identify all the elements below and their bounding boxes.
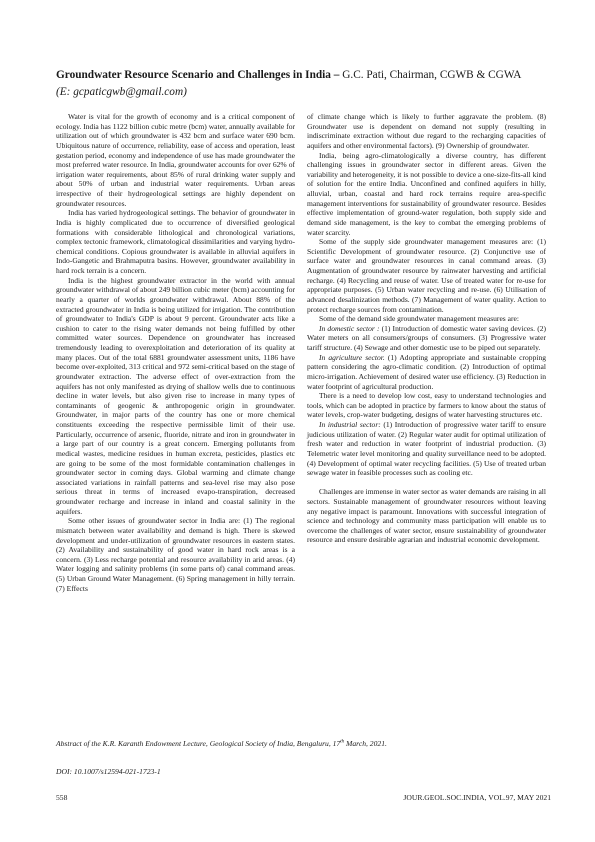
- doi: DOI: 10.1007/s12594-021-1723-1: [56, 767, 161, 776]
- abstract-date: March, 2021.: [344, 739, 387, 748]
- sector-lead: In agriculture sector.: [319, 352, 385, 362]
- paragraph: India is the highest groundwater extractor in the world with annual groundwater withdrawal of about 249 billion cubic meter (bcm) accounting for nearly a quarter of worlds groundwater withdrawal. About 88% of the extracted groundwater in India is being utilized for irrigation. The contribution of groundwater to India's GDP is about 9 percent. Groundwater acts like a cushion to cater to the rising water demands not being fulfilled by other committed water sources. Dependence on groundwater has increased tremendously leading to overexploitation and deterioration of its quality at many places. Out of the total 6881 groundwater assessment units, 1186 have become over-exploited, 313 critical and 972 semi-critical based on the stage of groundwater extraction. The adverse effect of over-extraction from the aquifers has not only manifested as drying of shallow wells due to continuous decline in water levels, but also given rise to increase in many types of contaminants of geogenic & anthropogenic origin in groundwater. Groundwater, in major parts of the country has one or more chemical constituents exceeding the respective permissible limit of their use. Particularly, occurrence of arsenic, fluoride, nitrate and iron in groundwater in a large part of our country is a great concern. Emerging pollutants from medical wastes, medicine residues in human excreta, pesticides, plastics etc are going to be some of the most formidable contamination challenges in groundwater sector in coming days. Global warming and climate change associated variations in rainfall patterns and sea-level rise may also pose serious threat in terms of increased evapo-transpiration, decreased groundwater recharge and increase in inland and coastal salinity in the aquifers.: [56, 275, 295, 516]
- abstract-superscript: th: [340, 739, 345, 745]
- abstract-note: [56, 739, 387, 748]
- left-column: [56, 112, 295, 593]
- paragraph-industrial: [307, 420, 546, 478]
- paragraph: There is a need to develop low cost, easy to understand technologies and tools, which can be adopted in practice by farmers to know about the status of water levels, crop-water budgeting, designs of water harvesting structures etc.: [307, 391, 546, 420]
- paragraph: Some other issues of groundwater sector in India are: (1) The regional mismatch between water availability and demand is high. There is skewed development and under-utilization of groundwater resources in eastern states. (2) Availability and sustainability of good water in hard rock areas is a concern. (3) Less recharge potential and resource availability in arid areas. (4) Water logging and salinity problems (in some parts of) canal command areas. (5) Urban Ground Water Management. (6) Spring management in hilly terrain. (7) Effects: [56, 516, 295, 593]
- paragraph: India, being agro-climatologically a diverse country, has different challenging issues in groundwater sector in different areas. Given the variability and heterogeneity, it is not possible to device a one-size-fits-all kind of solution for the entire India. Unconfined and confined aquifers in hilly, alluvial, urban, coastal and hard rock terrains require area-specific management interventions for sustainability of groundwater resource. Besides effective implementation of ground-water regulation, both supply side and demand side management, is the key to combat the emerging problems of water scarcity.: [307, 150, 546, 237]
- journal-reference: JOUR.GEOL.SOC.INDIA, VOL.97, MAY 2021: [403, 793, 551, 802]
- title-text: Groundwater Resource Scenario and Challenges in India –: [56, 69, 340, 81]
- paragraph: Some of the supply side groundwater management measures are: (1) Scientific Development of groundwater resource. (2) Conjunctive use of surface water and groundwater resources in canal command areas. (3) Augmentation of groundwater resource by rainwater harvesting and artificial recharge. (4) Recycling and reuse of water. Use of treated water for re-use for appropriate purposes. (5) Urban water recycling and re-use. (6) Utilisation of advanced desalinization methods. (7) Management of water quality. Action to protect recharge sources from contamination.: [307, 237, 546, 314]
- author-line: G.C. Pati, Chairman, CGWB & CGWA: [342, 69, 522, 81]
- right-column: [307, 112, 546, 545]
- author-email: [56, 84, 187, 100]
- paragraph: of climate change which is likely to further aggravate the problem. (8) Groundwater use is dependent on demand not supply (resulting in indiscriminate extraction without due regard to the recharging capacities of aquifers and other environmental factors). (9) Ownership of groundwater.: [307, 112, 546, 150]
- article-title: [56, 67, 556, 84]
- abstract-text: Abstract of the K.R. Karanth Endowment Lecture, Geological Society of India, Bengaluru, 17: [56, 739, 341, 748]
- sector-text: (1) Adopting appropriate and sustainable cropping pattern considering the agro-climatic condition. (2) Introduction of optimal micro-irrigation. Achievement of desired water use efficiency. (3) Reduction in water footprint of agricultural production.: [307, 352, 546, 391]
- paragraph: Water is vital for the growth of economy and is a critical component of ecology. India has 1122 billion cubic metre (bcm) water, annually available for utilization out of which groundwater is 432 bcm and surface water 690 bcm. Ubiquitous nature of occurrence, reliability, ease of access and operation, least gestation period, economy and independence of use has made groundwater the most preferred water resource. In India, groundwater accounts for over 62% of irrigation water requirements, about 85% of rural drinking water supply and about 50% of urban and industrial water requirements. Urban areas irrespective of their hydrogeological settings are highly dependent on groundwater resources.: [56, 112, 295, 208]
- page-number: 558: [56, 793, 68, 802]
- sector-lead: In domestic sector :: [319, 323, 380, 333]
- sector-text: (1) Introduction of domestic water saving devices. (2) Water meters on all consumers/groups of consumers. (3) Progressive water tariff structure. (4) Sewage and other domestic use to be piped out separately.: [307, 323, 546, 352]
- paragraph: Some of the demand side groundwater management measures are:: [319, 314, 519, 324]
- sector-text: (1) Introduction of progressive water tariff to ensure judicious utilization of water. (2) Regular water audit for optimal utilization of fresh water and reduction in water footprint of industrial production. (3) Telemetric water level monitoring and quality surveillance need to be adopted. (4) Development of optimal water recycling facilities. (5) Use of treated urban sewage water in feasible processes such as cooling etc.: [307, 420, 546, 478]
- paragraph-domestic: [307, 324, 546, 353]
- paragraph: India has varied hydrogeological settings. The behavior of groundwater in India is highly complicated due to occurrence of diversified geological formations with considerable lithological and chronological variations, complex tectonic framework, climatological dissimilarities and varying hydro-chemical conditions. Copious groundwater is available in alluvial aquifers in Indo-Gangetic and Brahmaputra basins. However, groundwater availability in hard rock terrain is a concern.: [56, 208, 295, 275]
- paragraph-conclusion: Challenges are immense in water sector as water demands are raising in all sectors. Sustainable management of groundwater resources without leaving any negative impact is paramount. Innovations with successful integration of science and technology and community mass participation will enable us to overcome the challenges of water sector, ensure sustainability of groundwater resource and ensure desirable agrarian and industrial economic development.: [307, 487, 546, 545]
- sector-lead: In industrial sector:: [319, 420, 381, 429]
- email-text: (E: gcpaticgwb@gmail.com): [56, 86, 187, 98]
- paragraph-agriculture: [307, 353, 546, 392]
